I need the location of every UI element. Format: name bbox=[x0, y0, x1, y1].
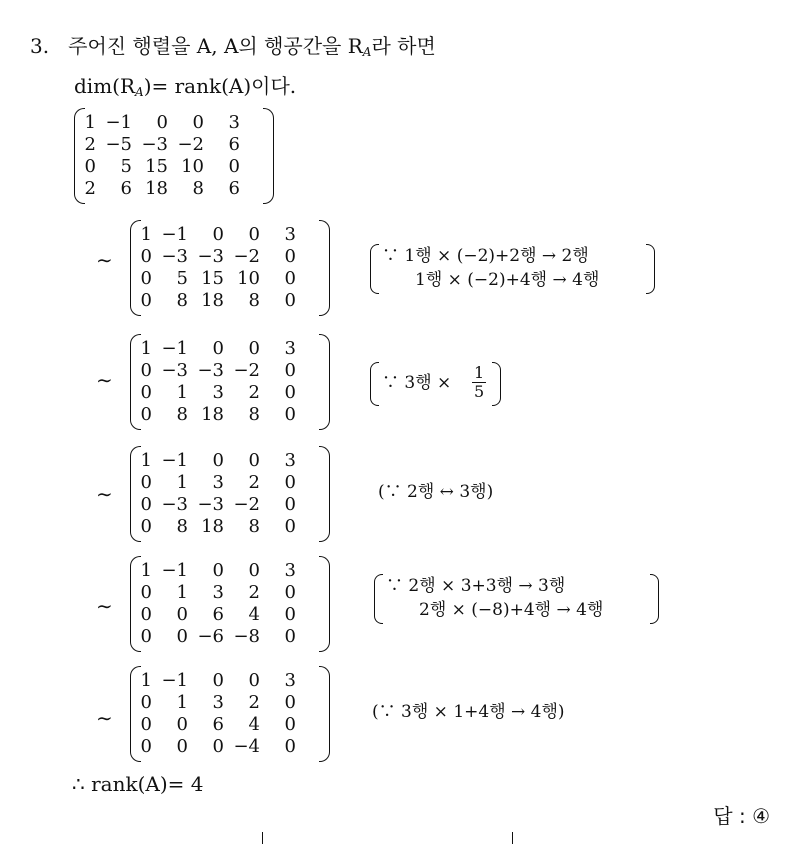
matrix-cell: 15 bbox=[145, 156, 168, 177]
reason-4-line-2: 2행 × (−8)+4행 → 4행 bbox=[419, 600, 604, 620]
matrix-cell: 6 bbox=[120, 178, 132, 199]
matrix-cell: 0 bbox=[248, 338, 260, 359]
matrix-cell: 1 bbox=[176, 692, 188, 713]
tilde-3: ∼ bbox=[96, 482, 113, 506]
matrix-step-4 bbox=[130, 556, 330, 654]
matrix-cell: 3 bbox=[284, 670, 296, 691]
tilde-2: ∼ bbox=[96, 368, 113, 392]
matrix-cell: 0 bbox=[248, 224, 260, 245]
matrix-cell: 0 bbox=[284, 382, 296, 403]
matrix-cell: 3 bbox=[212, 692, 224, 713]
reason-4-line-1: ∵ 2행 × 3+3행 → 3행 bbox=[386, 576, 566, 596]
matrix-cell: 0 bbox=[156, 112, 168, 133]
matrix-cell: 0 bbox=[284, 692, 296, 713]
matrix-cell: 0 bbox=[284, 494, 296, 515]
matrix-cell: −1 bbox=[161, 450, 188, 471]
matrix-cell: 2 bbox=[84, 134, 96, 155]
matrix-cell: 0 bbox=[140, 516, 152, 537]
matrix-cell: −3 bbox=[197, 246, 224, 267]
problem-statement bbox=[30, 30, 436, 59]
intro-subscript: A bbox=[362, 45, 372, 59]
matrix-cell: −1 bbox=[161, 224, 188, 245]
matrix-cell: 0 bbox=[284, 404, 296, 425]
matrix-cell: 8 bbox=[248, 290, 260, 311]
matrix-cell: 3 bbox=[284, 450, 296, 471]
matrix-cell: 0 bbox=[176, 626, 188, 647]
matrix-cell: −3 bbox=[161, 360, 188, 381]
divider-tick bbox=[262, 832, 263, 844]
matrix-cell: −2 bbox=[233, 246, 260, 267]
matrix-cell: 0 bbox=[248, 450, 260, 471]
matrix-cell: −1 bbox=[161, 670, 188, 691]
matrix-cell: 0 bbox=[140, 692, 152, 713]
matrix-cell: 8 bbox=[248, 516, 260, 537]
matrix-row bbox=[130, 516, 330, 538]
reason-2 bbox=[370, 362, 510, 406]
conclusion: ∴ rank(A)= 4 bbox=[72, 772, 204, 796]
matrix-cell: 0 bbox=[212, 736, 224, 757]
matrix-cell: 8 bbox=[176, 516, 188, 537]
matrix-cell: 0 bbox=[84, 156, 96, 177]
matrix-cell: 0 bbox=[212, 670, 224, 691]
matrix-cell: 2 bbox=[248, 582, 260, 603]
matrix-cell: 10 bbox=[237, 268, 260, 289]
matrix-cell: −2 bbox=[233, 494, 260, 515]
matrix-cell: 2 bbox=[248, 382, 260, 403]
matrix-cell: 0 bbox=[284, 246, 296, 267]
reason-4 bbox=[374, 574, 664, 626]
problem-number: 3. bbox=[30, 34, 50, 58]
matrix-cell: 18 bbox=[145, 178, 168, 199]
matrix-cell: 3 bbox=[284, 224, 296, 245]
matrix-row bbox=[74, 112, 274, 134]
dim-subscript: A bbox=[135, 85, 144, 99]
matrix-cell: 6 bbox=[212, 714, 224, 735]
matrix-step-2 bbox=[130, 334, 330, 432]
matrix-cell: 0 bbox=[284, 604, 296, 625]
matrix-cell: 2 bbox=[248, 692, 260, 713]
matrix-cell: 1 bbox=[176, 472, 188, 493]
matrix-cell: 0 bbox=[284, 626, 296, 647]
dim-end: )= rank(A)이다. bbox=[143, 74, 297, 98]
matrix-original bbox=[74, 108, 274, 206]
matrix-cell: 2 bbox=[248, 472, 260, 493]
matrix-row bbox=[130, 604, 330, 626]
reason-2-text: ∵ 3행 × bbox=[382, 373, 452, 393]
matrix-cell: 5 bbox=[176, 268, 188, 289]
matrix-cell: 18 bbox=[201, 516, 224, 537]
reason-1-line-1: ∵ 1행 × (−2)+2행 → 2행 bbox=[382, 246, 589, 266]
matrix-cell: 0 bbox=[176, 736, 188, 757]
matrix-cell: −3 bbox=[197, 494, 224, 515]
matrix-cell: 6 bbox=[212, 604, 224, 625]
matrix-cell: −3 bbox=[197, 360, 224, 381]
matrix-cell: 4 bbox=[248, 714, 260, 735]
matrix-row bbox=[74, 178, 274, 200]
matrix-cell: −1 bbox=[161, 338, 188, 359]
matrix-cell: −2 bbox=[233, 360, 260, 381]
matrix-cell: 0 bbox=[228, 156, 240, 177]
matrix-cell: 5 bbox=[120, 156, 132, 177]
matrix-cell: 0 bbox=[284, 268, 296, 289]
matrix-cell: 3 bbox=[284, 560, 296, 581]
matrix-cell: 18 bbox=[201, 404, 224, 425]
matrix-cell: 0 bbox=[140, 246, 152, 267]
fraction-denominator: 5 bbox=[474, 382, 485, 401]
problem-intro-end: 라 하면 bbox=[371, 34, 436, 58]
matrix-cell: 3 bbox=[212, 382, 224, 403]
matrix-row bbox=[130, 670, 330, 692]
matrix-row bbox=[130, 472, 330, 494]
matrix-row bbox=[130, 560, 330, 582]
matrix-step-5 bbox=[130, 666, 330, 764]
reason-1-line-2: 1행 × (−2)+4행 → 4행 bbox=[415, 270, 600, 290]
matrix-cell: 2 bbox=[84, 178, 96, 199]
matrix-cell: 0 bbox=[140, 582, 152, 603]
matrix-cell: −1 bbox=[105, 112, 132, 133]
matrix-cell: 0 bbox=[140, 382, 152, 403]
divider-tick bbox=[512, 832, 513, 844]
matrix-cell: −5 bbox=[105, 134, 132, 155]
matrix-cell: −3 bbox=[161, 246, 188, 267]
matrix-row bbox=[130, 736, 330, 758]
matrix-cell: 0 bbox=[140, 268, 152, 289]
matrix-cell: 1 bbox=[84, 112, 96, 133]
matrix-cell: 0 bbox=[284, 360, 296, 381]
matrix-row bbox=[130, 360, 330, 382]
tilde-5: ∼ bbox=[96, 706, 113, 730]
matrix-cell: 0 bbox=[212, 450, 224, 471]
fraction-numerator: 1 bbox=[474, 363, 485, 382]
matrix-cell: 0 bbox=[192, 112, 204, 133]
problem-intro: 주어진 행렬을 A, A의 행공간을 R bbox=[68, 34, 363, 58]
matrix-row bbox=[130, 224, 330, 246]
matrix-cell: 0 bbox=[176, 604, 188, 625]
reason-1 bbox=[370, 244, 660, 296]
matrix-cell: 0 bbox=[176, 714, 188, 735]
matrix-cell: −6 bbox=[197, 626, 224, 647]
matrix-cell: 0 bbox=[284, 290, 296, 311]
matrix-cell: −3 bbox=[161, 494, 188, 515]
matrix-row bbox=[130, 494, 330, 516]
matrix-cell: 8 bbox=[176, 290, 188, 311]
dim-text: dim(R bbox=[74, 74, 136, 98]
reason-5: (∵ 3행 × 1+4행 → 4행) bbox=[372, 702, 565, 722]
matrix-cell: 1 bbox=[140, 338, 152, 359]
matrix-cell: −2 bbox=[177, 134, 204, 155]
matrix-cell: −4 bbox=[233, 736, 260, 757]
matrix-row bbox=[130, 450, 330, 472]
matrix-step-3 bbox=[130, 446, 330, 544]
matrix-cell: 0 bbox=[212, 338, 224, 359]
matrix-row bbox=[74, 134, 274, 156]
matrix-row bbox=[130, 404, 330, 426]
matrix-row bbox=[130, 338, 330, 360]
matrix-cell: 15 bbox=[201, 268, 224, 289]
matrix-cell: 6 bbox=[228, 134, 240, 155]
matrix-cell: −8 bbox=[233, 626, 260, 647]
matrix-row bbox=[130, 692, 330, 714]
matrix-row bbox=[130, 246, 330, 268]
matrix-cell: 0 bbox=[248, 670, 260, 691]
matrix-cell: 0 bbox=[284, 714, 296, 735]
matrix-cell: 0 bbox=[284, 472, 296, 493]
matrix-cell: 0 bbox=[212, 224, 224, 245]
matrix-cell: −1 bbox=[161, 560, 188, 581]
matrix-cell: 0 bbox=[140, 494, 152, 515]
reason-3: (∵ 2행 ↔ 3행) bbox=[378, 482, 494, 502]
matrix-row bbox=[130, 268, 330, 290]
matrix-cell: 1 bbox=[140, 560, 152, 581]
matrix-row bbox=[130, 626, 330, 648]
tilde-4: ∼ bbox=[96, 594, 113, 618]
matrix-cell: 3 bbox=[212, 472, 224, 493]
matrix-cell: 10 bbox=[181, 156, 204, 177]
matrix-cell: 0 bbox=[140, 472, 152, 493]
matrix-row bbox=[74, 156, 274, 178]
dimension-statement bbox=[74, 70, 296, 99]
matrix-cell: 0 bbox=[212, 560, 224, 581]
matrix-row bbox=[130, 382, 330, 404]
matrix-cell: 0 bbox=[284, 582, 296, 603]
matrix-cell: 0 bbox=[140, 360, 152, 381]
matrix-row bbox=[130, 714, 330, 736]
matrix-cell: 1 bbox=[176, 582, 188, 603]
matrix-cell: 3 bbox=[212, 582, 224, 603]
matrix-cell: 4 bbox=[248, 604, 260, 625]
matrix-row bbox=[130, 290, 330, 312]
matrix-cell: 0 bbox=[140, 404, 152, 425]
matrix-cell: 6 bbox=[228, 178, 240, 199]
matrix-cell: −3 bbox=[141, 134, 168, 155]
matrix-cell: 8 bbox=[248, 404, 260, 425]
tilde-1: ∼ bbox=[96, 248, 113, 272]
matrix-cell: 0 bbox=[284, 736, 296, 757]
answer: 답 : ④ bbox=[713, 804, 770, 828]
matrix-row bbox=[130, 582, 330, 604]
matrix-cell: 1 bbox=[140, 670, 152, 691]
matrix-cell: 1 bbox=[176, 382, 188, 403]
matrix-cell: 3 bbox=[284, 338, 296, 359]
matrix-cell: 1 bbox=[140, 450, 152, 471]
matrix-cell: 0 bbox=[140, 604, 152, 625]
matrix-cell: 0 bbox=[140, 736, 152, 757]
matrix-cell: 8 bbox=[176, 404, 188, 425]
matrix-cell: 0 bbox=[140, 714, 152, 735]
matrix-cell: 0 bbox=[140, 290, 152, 311]
matrix-cell: 18 bbox=[201, 290, 224, 311]
matrix-cell: 0 bbox=[284, 516, 296, 537]
matrix-step-1 bbox=[130, 220, 330, 318]
matrix-cell: 1 bbox=[140, 224, 152, 245]
matrix-cell: 3 bbox=[228, 112, 240, 133]
matrix-cell: 0 bbox=[140, 626, 152, 647]
matrix-cell: 0 bbox=[248, 560, 260, 581]
matrix-cell: 8 bbox=[192, 178, 204, 199]
fraction-one-fifth bbox=[472, 364, 486, 401]
